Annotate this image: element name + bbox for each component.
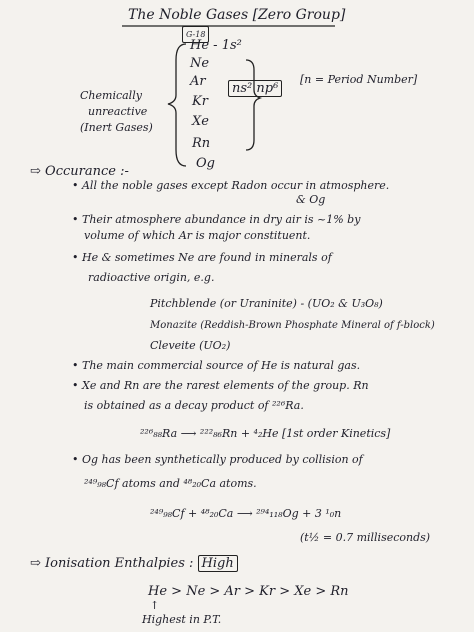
element-ar: Ar — [190, 74, 206, 89]
occ-line-11: • Xe and Rn are the rarest elements of the group. Rn — [72, 379, 369, 392]
ie-arrow: ↑ — [150, 599, 160, 612]
occurrence-heading: ⇨ Occurance :- — [30, 164, 129, 179]
element-rn: Rn — [192, 136, 211, 151]
occ-line-6: radioactive origin, e.g. — [88, 271, 215, 284]
occ-line-15: ²⁴⁹₉₈Cf atoms and ⁴⁸₂₀Ca atoms. — [84, 477, 257, 490]
arrow-icon: ⇨ — [30, 164, 41, 179]
occ-line-9: Cleveite (UO₂) — [150, 339, 231, 352]
page-title: The Noble Gases [Zero Group] — [128, 7, 346, 23]
occ-line-7: Pitchblende (or Uraninite) - (UO₂ & U₃O₈) — [150, 297, 383, 310]
occ-line-12: is obtained as a decay product of ²²⁶Ra. — [84, 399, 304, 412]
occ-line-4: volume of which Ar is major constituent. — [84, 229, 311, 242]
period-note: [n = Period Number] — [300, 73, 418, 86]
config-box: ns² np⁶ — [228, 80, 282, 97]
element-xe: Xe — [192, 114, 209, 129]
occ-line-13: ²²⁶₈₈Ra ⟶ ²²²₈₆Rn + ⁴₂He [1st order Kinetics] — [140, 427, 391, 440]
high-tag: High — [198, 555, 238, 572]
ionisation-heading: ⇨ Ionisation Enthalpies : High — [30, 556, 238, 571]
occ-line-3: • Their atmosphere abundance in dry air is ~1% by — [72, 213, 361, 226]
ie-note: Highest in P.T. — [142, 613, 222, 626]
group-tag: G-18 — [182, 26, 209, 43]
element-kr: Kr — [192, 94, 208, 109]
side-label-1: Chemically — [80, 89, 142, 102]
side-label-2: unreactive — [88, 105, 148, 118]
occ-line-17: (t½ = 0.7 milliseconds) — [300, 531, 431, 544]
element-he: He - 1s² — [190, 38, 242, 53]
side-label-3: (Inert Gases) — [80, 121, 153, 134]
occ-line-8: Monazite (Reddish-Brown Phosphate Mineral of f-block) — [150, 320, 435, 331]
occ-line-14: • Og has been synthetically produced by collision of — [72, 453, 363, 466]
occ-line-5: • He & sometimes Ne are found in minerals of — [72, 251, 332, 264]
occ-line-16: ²⁴⁹₉₈Cf + ⁴⁸₂₀Ca ⟶ ²⁹⁴₁₁₈Og + 3 ¹₀n — [150, 507, 342, 520]
element-og: Og — [196, 156, 215, 171]
element-ne: Ne — [190, 56, 210, 71]
occ-line-1: • All the noble gases except Radon occur in atmosphere. — [72, 179, 390, 192]
occ-line-10: • The main commercial source of He is natural gas. — [72, 359, 361, 372]
arrow-icon: ⇨ — [30, 556, 41, 571]
ie-order: He > Ne > Ar > Kr > Xe > Rn — [148, 584, 349, 599]
occ-line-2: & Og — [296, 193, 326, 206]
